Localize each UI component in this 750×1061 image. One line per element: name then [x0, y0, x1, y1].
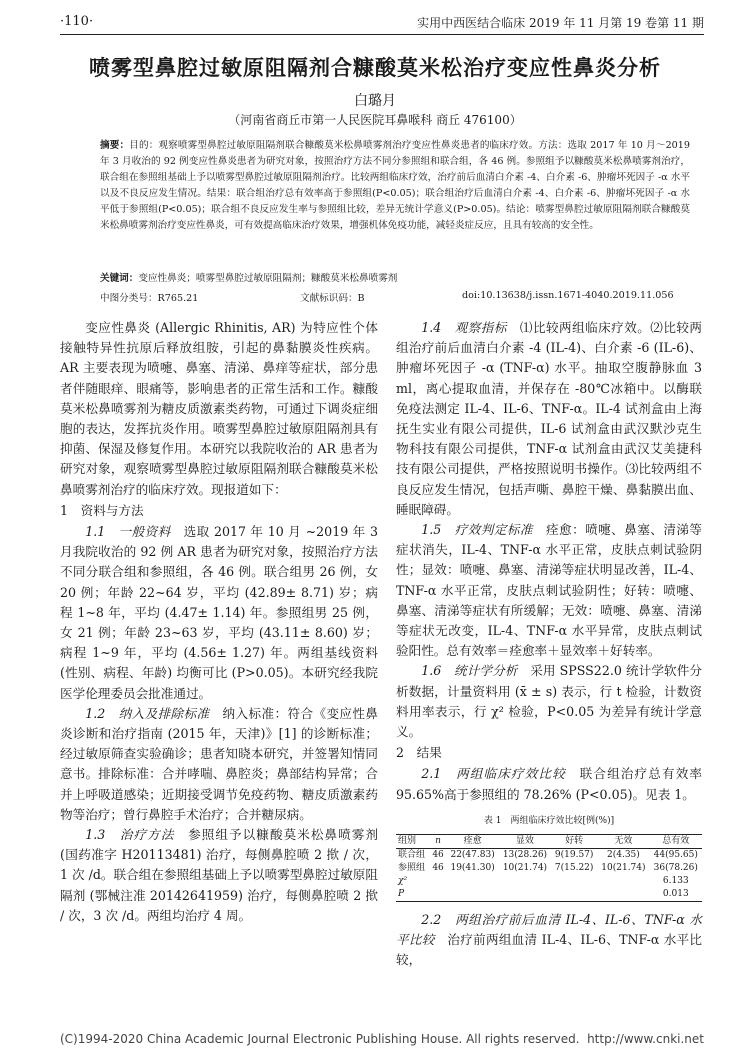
table-header-cell: 总有效: [650, 835, 702, 849]
table-1: [396, 811, 702, 902]
section-clinical-efficacy: [396, 764, 702, 804]
section-serum-levels: [396, 910, 702, 971]
keywords-label: 关键词：: [100, 273, 139, 284]
section-label: 1.4 观察指标: [421, 320, 507, 335]
section-efficacy-criteria: [396, 520, 702, 661]
table-cell: 联合组: [398, 850, 426, 861]
section-text: ⑴比较两组临床疗效。⑵比较两组治疗前后血清白介素 -4 (IL-4)、白介素 -6 (IL-6)、肿瘤坏死因子 -α (TNF-α) 水平。抽取空腹静脉血 3 ml，离心提取血清，并保存在 -80℃冰箱中。以酶联免疫法测定 IL-4、IL-6、TNF-α。IL-4 试剂盒由上海抚生实业有限公司提供，IL-6 试剂盒由武汉默沙克生物科技有限公司提供，TNF-α 试剂盒由武汉艾美捷科技有限公司提供，严格按照说明书操作。⑶比较两组不良反应发生情况，包括声嘶、鼻腔干燥、鼻黏膜出血、睡眠障碍。: [396, 320, 703, 517]
header-rule: [60, 34, 704, 35]
clc-number: 中图分类号：R765.21: [100, 293, 199, 304]
table-cell: [430, 888, 447, 902]
table-cell: 36(78.26): [653, 863, 698, 874]
table-cell: 10(21.74): [502, 863, 548, 874]
table-cell: [430, 875, 447, 888]
section-text: 治疗前两组血清 IL-4、IL-6、TNF-α 水平比较，: [396, 932, 703, 968]
table-row: [396, 849, 702, 863]
table-cell: [499, 888, 551, 902]
table-cell: 46: [432, 850, 444, 861]
table-cell: 44(95.65): [653, 850, 698, 861]
keywords: [100, 270, 690, 284]
right-column: [396, 318, 702, 971]
section-text: 参照组予以糠酸莫米松鼻喷雾剂 (国药准字 H20113481) 治疗，每侧鼻腔喷 2 揿 / 次，1 次 /d。联合组在参照组基础上予以喷雾型鼻腔过敏原阻隔剂 (鄂械注准 20142641959) 治疗，每侧鼻腔喷 2 揿 / 次，3 次 /d。两组均治疗 4 周。: [60, 827, 379, 923]
cnki-link[interactable]: http://www.cnki.net: [587, 1032, 704, 1046]
table-cell: 6.133: [662, 876, 689, 887]
table-cell: 0.013: [650, 888, 702, 902]
table-cell: 9(19.57): [554, 850, 594, 861]
affiliation: （河南省商丘市第一人民医院耳鼻喉科 商丘 476100）: [228, 113, 522, 127]
section-criteria: [60, 704, 378, 825]
table-cell: [551, 888, 597, 902]
section-label: 1.6 统计学分析: [421, 663, 518, 679]
section-text: 纳入标准：符合《变应性鼻炎诊断和治疗指南 (2015 年，天津)》[1] 的诊断标准；经过敏原筛查实验确诊；患者知晓本研究，并签署知情同意书。排除标准：合并哮喘、鼻腔炎；鼻部结构异常；合并上呼吸道感染；近期接受调节免疫药物、糖皮质激素药物等治疗；曾行鼻腔手术治疗；合并糖尿病。: [60, 705, 379, 822]
intro-paragraph: 变应性鼻炎 (Allergic Rhinitis, AR) 为特应性个体接触特异性抗原后释放组胺，引起的鼻黏膜炎性疾病。AR 主要表现为喷嚏、鼻塞、清涕、鼻痒等症状，部分患者伴随眼痒、眼痛等，影响患者的正常生活和工作。糠酸莫米松鼻喷雾剂为糖皮质激素类药物，可通过下调炎症细胞的表达，发挥抗炎作用。喷雾型鼻腔过敏原阻隔剂具有抑菌、保湿及修复作用。本研究以我院收治的 AR 患者为研究对象，观察喷雾型鼻腔过敏原阻隔剂联合糠酸莫米松鼻喷雾剂治疗的临床疗效。现报道如下：: [60, 320, 378, 497]
document-code: 文献标识码：B: [300, 293, 365, 304]
table-cell: 22(47.83): [450, 850, 495, 861]
table-cell: [597, 875, 649, 888]
section-text: 联合组治疗总有效率 95.65%高于参照组的 78.26% (P<0.05)。见表 1。: [396, 766, 703, 802]
section-text: 选取 2017 年 10 月 ~2019 年 3 月我院收治的 92 例 AR 患者为研究对象，按照治疗方法不同分联合组和参照组，各 46 例。联合组男 26 例，女 20 例；年龄 22~64 岁，平均 (42.89± 8.71) 岁；病程 1~8 年，平均 (4.47± 1.14) 年。参照组男 25 例，女 21 例；年龄 23~63 岁，平均 (43.11± 8.60) 岁；病程 1~9 年，平均 (4.56± 1.27) 年。两组基线资料 (性别、病程、年龄) 均衡可比 (P>0.05)。本研究经我院医学伦理委员会批准通过。: [60, 524, 379, 701]
abstract-label: 摘要：: [100, 140, 130, 151]
section-text: 痊愈：喷嚏、鼻塞、清涕等症状消失，IL-4、TNF-α 水平正常，皮肤点刺试验阴性；显效：喷嚏、鼻塞、清涕等症状明显改善，IL-4、TNF-α 水平正常，皮肤点刺试验阴性；好转：喷嚏、鼻塞、清涕等症状有所缓解；无效：喷嚏、鼻塞、清涕等症状无改变，IL-4、TNF-α 水平异常，皮肤点刺试验阳性。总有效率＝痊愈率＋显效率＋好转率。: [396, 522, 703, 659]
table-cell: 46: [432, 863, 444, 874]
table-row: [396, 862, 702, 875]
table-cell: χ²: [398, 876, 408, 887]
author: 白璐月: [354, 93, 396, 109]
journal-header: 实用中西医结合临床 2019 年 11 月第 19 卷第 11 期: [417, 16, 704, 30]
table-cell: 7(15.22): [554, 863, 594, 874]
copyright-notice: (C)1994-2020 China Academic Journal Electronic Publishing House. All rights reserved.: [60, 1032, 580, 1046]
section-label: 1.2 纳入及排除标准: [85, 705, 210, 721]
table-header-row: [396, 835, 702, 849]
section-heading-methods: 1 资料与方法: [60, 502, 144, 518]
page-number: ·110·: [60, 14, 94, 29]
table-header-cell: 无效: [597, 835, 649, 849]
table-cell: 参照组: [398, 863, 426, 874]
abstract-text: 目的：观察喷雾型鼻腔过敏原阻隔剂联合糠酸莫米松鼻喷雾剂治疗变应性鼻炎患者的临床疗效。方法：选取 2017 年 10 月～2019 年 3 月收治的 92 例变应性鼻炎患者为研究对象，按照治疗方法不同分参照组和联合组，各 46 例。参照组予以糠酸莫米松鼻喷雾剂治疗，联合组在参照组基础上予以喷雾型鼻腔过敏原阻隔剂治疗。比较两组临床疗效，治疗前后血清白介素 -4、白介素 -6、肿瘤坏死因子 -α 水平以及不良反应发生情况。结果：联合组治疗总有效率高于参照组(P<0.05)；联合组治疗后血清白介素 -4、白介素 -6、肿瘤坏死因子 -α 水平低于参照组(P<0.05)；联合组不良反应发生率与参照组比较，差异无统计学意义(P>0.05)。结论：喷雾型鼻腔过敏原阻隔剂联合糠酸莫米松鼻喷雾剂治疗变应性鼻炎，可有效提高临床治疗效果，增强机体免疫功能，减轻炎症反应，且具有较高的安全性。: [100, 140, 690, 231]
left-column: [60, 318, 378, 926]
doi: doi:10.13638/j.issn.1671-4040.2019.11.056: [462, 290, 674, 301]
keywords-text: 变应性鼻炎；喷雾型鼻腔过敏原阻隔剂；糠酸莫米松鼻喷雾剂: [138, 273, 398, 284]
table-row: [396, 875, 702, 888]
section-label: 1.3 治疗方法: [85, 827, 175, 843]
table-cell: [597, 888, 649, 902]
section-text: 采用 SPSS22.0 统计学软件分析数据，计量资料用 (x̄ ± s) 表示，行 t 检验，计数资料用率表示，行 χ² 检验，P<0.05 为差异有统计学意义。: [396, 663, 703, 740]
table-row: [396, 888, 702, 902]
section-statistics: [396, 661, 702, 742]
efficacy-table: [396, 834, 702, 902]
table-header-cell: 好转: [551, 835, 597, 849]
table-header-cell: n: [430, 835, 447, 849]
table-cell: 10(21.74): [601, 863, 646, 874]
table-cell: 13(28.26): [502, 850, 548, 861]
table-header-cell: 显效: [499, 835, 551, 849]
abstract: [100, 138, 690, 234]
table-cell: [446, 888, 498, 902]
section-treatment: [60, 825, 378, 926]
table-cell: [499, 875, 551, 888]
table-caption: 表 1 两组临床疗效比较[例(%)]: [483, 815, 615, 826]
section-observation: [396, 318, 702, 520]
table-cell: P: [396, 888, 430, 902]
table-header-cell: 痊愈: [446, 835, 498, 849]
table-cell: 19(41.30): [450, 863, 495, 874]
article-title: 喷雾型鼻腔过敏原阻隔剂合糠酸莫米松治疗变应性鼻炎分析: [89, 55, 661, 80]
section-label: 2.1 两组临床疗效比较: [421, 766, 566, 782]
table-header-cell: 组别: [396, 835, 430, 849]
table-cell: 2(4.35): [607, 850, 640, 861]
section-label: 1.5 疗效判定标准: [421, 522, 533, 538]
section-label: 1.1 一般资料: [85, 524, 171, 540]
table-cell: [446, 875, 498, 888]
table-cell: [551, 875, 597, 888]
section-heading-results: 2 结果: [396, 745, 442, 761]
section-label: 2.2 两组治疗前后血清 IL-4、IL-6、TNF-α 水平比较: [396, 912, 702, 948]
section-general-data: [60, 522, 378, 704]
